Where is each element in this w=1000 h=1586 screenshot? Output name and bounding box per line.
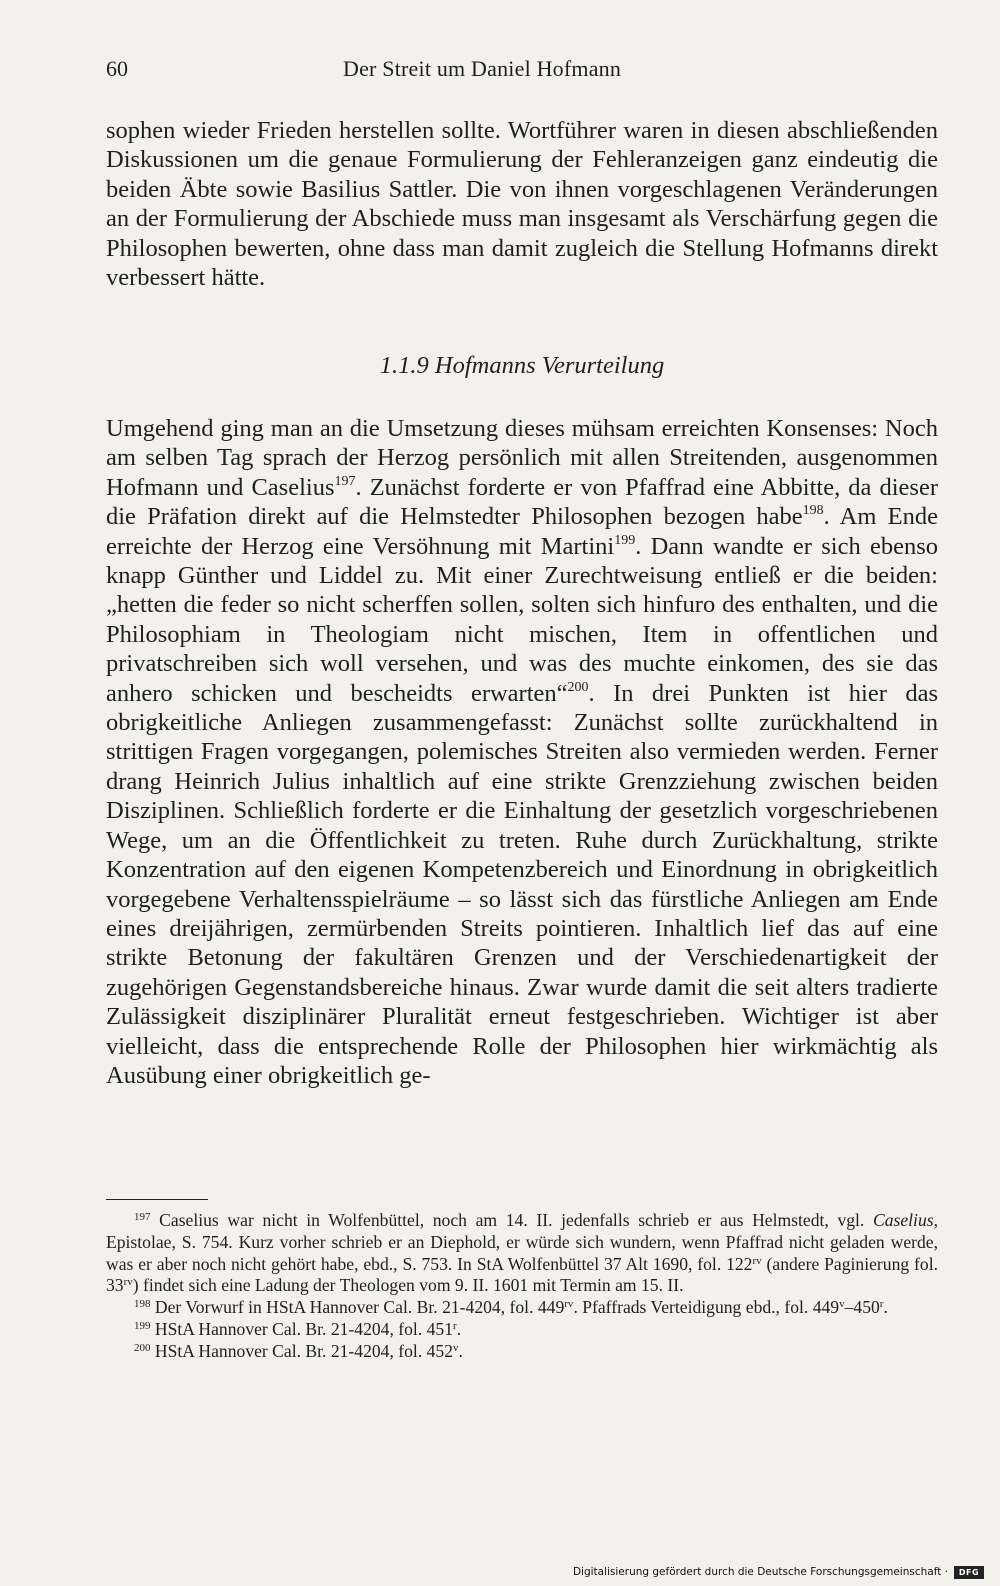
section-heading: 1.1.9 Hofmanns Verurteilung: [379, 352, 665, 379]
footnote-text: .: [883, 1297, 888, 1318]
footnote-ref: 197: [334, 473, 356, 489]
main-text-part: . Zunächst forderte er von Pfaffrad eine Abbitte, da dieser die Präfation direkt auf die Helmstedter Philosophen bezogen habe: [106, 473, 938, 531]
footnote-ref: 199: [614, 532, 636, 548]
footnote-divider: [106, 1199, 208, 1200]
footnote-text: Der Vorwurf in HStA Hannover Cal. Br. 21-4204, fol. 449: [154, 1297, 565, 1318]
footnote-text: HStA Hannover Cal. Br. 21-4204, fol. 451: [154, 1318, 454, 1339]
main-text-part: . Dann wandte er sich ebenso knapp Günther und Liddel zu. Mit einer Zurechtweisung entließ er die beiden: „hetten die feder so nicht scherffen sollen, solten sich hinfuro des enthalten, und die Philosophiam in Theologiam nicht mischen, Item in offentlichen und privatschreiben sich woll versehen, und was des muchte einkomen, des sie das anhero schicken und bescheidts erwarten“: [106, 532, 938, 707]
dfg-logo-icon: DFG: [954, 1566, 984, 1579]
footnote-number: 197: [134, 1211, 151, 1223]
footnote-ref: 200: [567, 679, 589, 695]
page-header: [106, 56, 938, 90]
footnote-200: [106, 1341, 938, 1363]
footnote-text: (andere Paginierung fol. 33: [106, 1253, 938, 1296]
footnote-199: [106, 1319, 938, 1341]
folio-mark: v: [839, 1298, 845, 1311]
footnote-number: 199: [134, 1319, 151, 1332]
main-paragraph: [106, 414, 938, 1090]
footnote-text: ) findet sich eine Ladung der Theologen vom 9. II. 1601 mit Termin am 15. II.: [132, 1275, 684, 1296]
footnote-197: [106, 1210, 938, 1297]
footnote-number: 200: [134, 1341, 151, 1354]
main-text-block: [106, 414, 938, 1090]
intro-paragraph: sophen wieder Frieden herstellen sollte. Wortführer waren in diesen abschließenden Diskussionen um die genaue Formulierung der Fehleranzeigen ganz eindeutig die beiden Äbte sowie Basilius Sattler. Die von ihnen vorgeschlagenen Veränderungen an der Formulierung der Abschiede muss man insgesamt als Verschärfung gegen die Philosophen bewerten, ohne dass man damit zugleich die Stellung Hofmanns direkt verbessert hätte.: [106, 117, 938, 292]
folio-mark: r: [879, 1298, 884, 1311]
digitization-footer: [573, 1564, 984, 1580]
main-text-part: . Am Ende erreichte der Herzog eine Versöhnung mit Martini: [106, 503, 938, 560]
folio-mark: rv: [752, 1254, 762, 1267]
footnote-text: .: [458, 1340, 463, 1361]
footnotes: [106, 1210, 938, 1363]
footnote-text: Caselius war nicht in Wolfenbüttel, noch am 14. II. jedenfalls schrieb er aus Helmstedt, vgl.: [159, 1210, 873, 1230]
folio-mark: rv: [123, 1276, 133, 1289]
folio-mark: r: [453, 1319, 457, 1332]
footnote-198: [106, 1297, 938, 1319]
main-text-part: . In drei Punkten ist hier das obrigkeitliche Anliegen zusammengefasst: Zunächst sollte zurückhaltend in strittigen Fragen vorgegangen, polemisches Streiten also vermieden werden. Ferner drang Heinrich Julius inhaltlich auf eine strikte Grenzziehung zwischen beiden Disziplinen. Schließlich forderte er die Einhaltung der gesetzlich vorgeschriebenen Wege, um an die Öffentlichkeit zu treten. Ruhe durch Zurückhaltung, strikte Konzentration auf den eigenen Kompetenzbereich und Einordnung in obrigkeitlich vorgegebene Verhaltensspielräume – so lässt sich das fürstliche Anliegen am Ende eines dreijährigen, zermürbenden Streits pointieren. Inhaltlich lief das auf eine strikte Betonung der fakultären Grenzen und der Verschiedenartigkeit der zugehörigen Gegenstandsbereiche hinaus. Zwar wurde damit die seit alters tradierte Zulässigkeit disziplinärer Pluralität erneut festgeschrieben. Wichtiger ist aber vielleicht, dass die entsprechende Rolle der Philosophen hier wirkmächtig als Ausübung einer obrigkeitlich ge-: [106, 679, 938, 1089]
footnote-text: HStA Hannover Cal. Br. 21-4204, fol. 452: [154, 1340, 454, 1361]
main-text-part: Umgehend ging man an die Umsetzung dieses mühsam erreichten Konsenses: Noch am selben Tag sprach der Herzog persönlich mit allen Streitenden, ausgenommen Hofmann und Caselius: [106, 415, 938, 501]
folio-mark: v: [453, 1341, 459, 1354]
digitization-credit: Digitalisierung gefördert durch die Deutsche Forschungsgemeinschaft ·: [572, 1566, 948, 1578]
running-head: Der Streit um Daniel Hofmann: [343, 56, 622, 81]
footnote-text: –450: [844, 1297, 880, 1318]
footnote-text: . Pfaffrads Verteidigung ebd., fol. 449: [573, 1297, 840, 1318]
page-number: 60: [106, 56, 128, 81]
footnote-ref: 198: [802, 503, 824, 519]
footnote-text: , Epistolae, S. 754. Kurz vorher schrieb er an Diephold, er würde sich wundern, wenn Pfaffrad nicht geladen werde, was er aber noch nicht gehört habe, ebd., S. 753. In StA Wolfenbüttel 37 Alt 1690, fol. 122: [106, 1210, 938, 1274]
footnote-number: 198: [134, 1298, 151, 1311]
footnote-text: .: [456, 1318, 462, 1339]
intro-text-block: [106, 116, 938, 292]
folio-mark: rv: [564, 1298, 574, 1311]
footnote-italic: Caselius: [872, 1210, 934, 1230]
